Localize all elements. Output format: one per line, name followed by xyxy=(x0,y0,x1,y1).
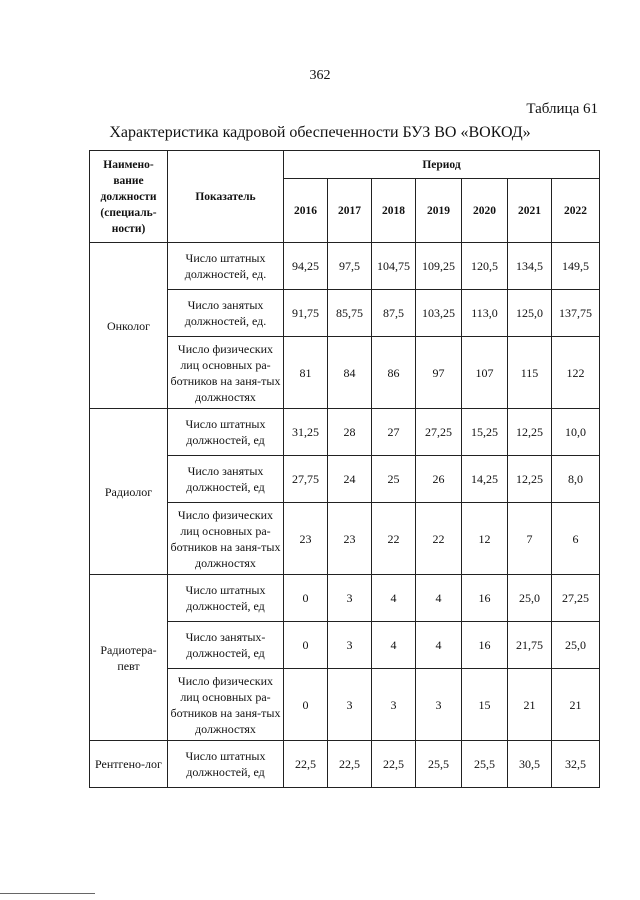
value-cell: 32,5 xyxy=(552,741,600,788)
table-title: Характеристика кадровой обеспеченности БУЗ ВО «ВОКОД» xyxy=(109,124,531,141)
indicator-cell: Число занятых-должностей, ед xyxy=(168,622,284,669)
indicator-cell: Число занятых должностей, ед. xyxy=(168,290,284,337)
indicator-cell: Число физических лиц основных ра-ботников на заня-тых должностях xyxy=(168,669,284,741)
value-cell: 16 xyxy=(462,622,508,669)
header-position: Наимено-вание должности (специаль-ности) xyxy=(90,151,168,243)
value-cell: 103,25 xyxy=(416,290,462,337)
value-cell: 23 xyxy=(284,503,328,575)
value-cell: 81 xyxy=(284,337,328,409)
value-cell: 25,5 xyxy=(416,741,462,788)
position-name: Радиотера-певт xyxy=(90,575,168,741)
value-cell: 25 xyxy=(372,456,416,503)
value-cell: 15,25 xyxy=(462,409,508,456)
value-cell: 23 xyxy=(328,503,372,575)
value-cell: 0 xyxy=(284,622,328,669)
header-period: Период xyxy=(284,151,600,179)
value-cell: 3 xyxy=(372,669,416,741)
value-cell: 97 xyxy=(416,337,462,409)
value-cell: 16 xyxy=(462,575,508,622)
value-cell: 109,25 xyxy=(416,243,462,290)
value-cell: 26 xyxy=(416,456,462,503)
value-cell: 3 xyxy=(328,669,372,741)
value-cell: 21,75 xyxy=(508,622,552,669)
header-year: 2021 xyxy=(508,179,552,243)
header-year: 2022 xyxy=(552,179,600,243)
value-cell: 87,5 xyxy=(372,290,416,337)
value-cell: 4 xyxy=(416,622,462,669)
value-cell: 4 xyxy=(416,575,462,622)
value-cell: 10,0 xyxy=(552,409,600,456)
table-row xyxy=(90,741,600,788)
value-cell: 4 xyxy=(372,622,416,669)
value-cell: 125,0 xyxy=(508,290,552,337)
value-cell: 22,5 xyxy=(284,741,328,788)
value-cell: 137,75 xyxy=(552,290,600,337)
value-cell: 3 xyxy=(416,669,462,741)
value-cell: 27,75 xyxy=(284,456,328,503)
value-cell: 22,5 xyxy=(372,741,416,788)
value-cell: 27 xyxy=(372,409,416,456)
value-cell: 12,25 xyxy=(508,456,552,503)
value-cell: 21 xyxy=(552,669,600,741)
value-cell: 94,25 xyxy=(284,243,328,290)
scan-edge-line xyxy=(0,893,95,894)
indicator-cell: Число штатных должностей, ед xyxy=(168,409,284,456)
table-label: Таблица 61 xyxy=(526,101,598,117)
value-cell: 122 xyxy=(552,337,600,409)
value-cell: 25,0 xyxy=(552,622,600,669)
value-cell: 6 xyxy=(552,503,600,575)
value-cell: 12,25 xyxy=(508,409,552,456)
table-row xyxy=(90,243,600,290)
value-cell: 25,5 xyxy=(462,741,508,788)
value-cell: 31,25 xyxy=(284,409,328,456)
header-year: 2019 xyxy=(416,179,462,243)
indicator-cell: Число физических лиц основных ра-ботников на заня-тых должностях xyxy=(168,337,284,409)
value-cell: 15 xyxy=(462,669,508,741)
value-cell: 14,25 xyxy=(462,456,508,503)
value-cell: 113,0 xyxy=(462,290,508,337)
value-cell: 22,5 xyxy=(328,741,372,788)
value-cell: 120,5 xyxy=(462,243,508,290)
value-cell: 0 xyxy=(284,669,328,741)
value-cell: 85,75 xyxy=(328,290,372,337)
value-cell: 0 xyxy=(284,575,328,622)
header-year: 2020 xyxy=(462,179,508,243)
page-number: 362 xyxy=(309,68,331,83)
staffing-table xyxy=(89,150,600,788)
indicator-cell: Число занятых должностей, ед xyxy=(168,456,284,503)
value-cell: 27,25 xyxy=(552,575,600,622)
position-name: Радиолог xyxy=(90,409,168,575)
value-cell: 3 xyxy=(328,622,372,669)
value-cell: 22 xyxy=(372,503,416,575)
value-cell: 149,5 xyxy=(552,243,600,290)
value-cell: 104,75 xyxy=(372,243,416,290)
value-cell: 7 xyxy=(508,503,552,575)
header-indicator: Показатель xyxy=(168,151,284,243)
value-cell: 25,0 xyxy=(508,575,552,622)
indicator-cell: Число штатных должностей, ед xyxy=(168,575,284,622)
value-cell: 97,5 xyxy=(328,243,372,290)
value-cell: 3 xyxy=(328,575,372,622)
position-name: Рентгено-лог xyxy=(90,741,168,788)
value-cell: 8,0 xyxy=(552,456,600,503)
header-year: 2016 xyxy=(284,179,328,243)
value-cell: 84 xyxy=(328,337,372,409)
indicator-cell: Число штатных должностей, ед xyxy=(168,741,284,788)
table-row xyxy=(90,409,600,456)
value-cell: 4 xyxy=(372,575,416,622)
value-cell: 107 xyxy=(462,337,508,409)
value-cell: 86 xyxy=(372,337,416,409)
header-year: 2018 xyxy=(372,179,416,243)
value-cell: 12 xyxy=(462,503,508,575)
table-row xyxy=(90,575,600,622)
value-cell: 115 xyxy=(508,337,552,409)
indicator-cell: Число штатных должностей, ед. xyxy=(168,243,284,290)
value-cell: 91,75 xyxy=(284,290,328,337)
value-cell: 28 xyxy=(328,409,372,456)
value-cell: 22 xyxy=(416,503,462,575)
header-year: 2017 xyxy=(328,179,372,243)
value-cell: 30,5 xyxy=(508,741,552,788)
value-cell: 21 xyxy=(508,669,552,741)
indicator-cell: Число физических лиц основных ра-ботников на заня-тых должностях xyxy=(168,503,284,575)
value-cell: 134,5 xyxy=(508,243,552,290)
value-cell: 27,25 xyxy=(416,409,462,456)
value-cell: 24 xyxy=(328,456,372,503)
position-name: Онколог xyxy=(90,243,168,409)
